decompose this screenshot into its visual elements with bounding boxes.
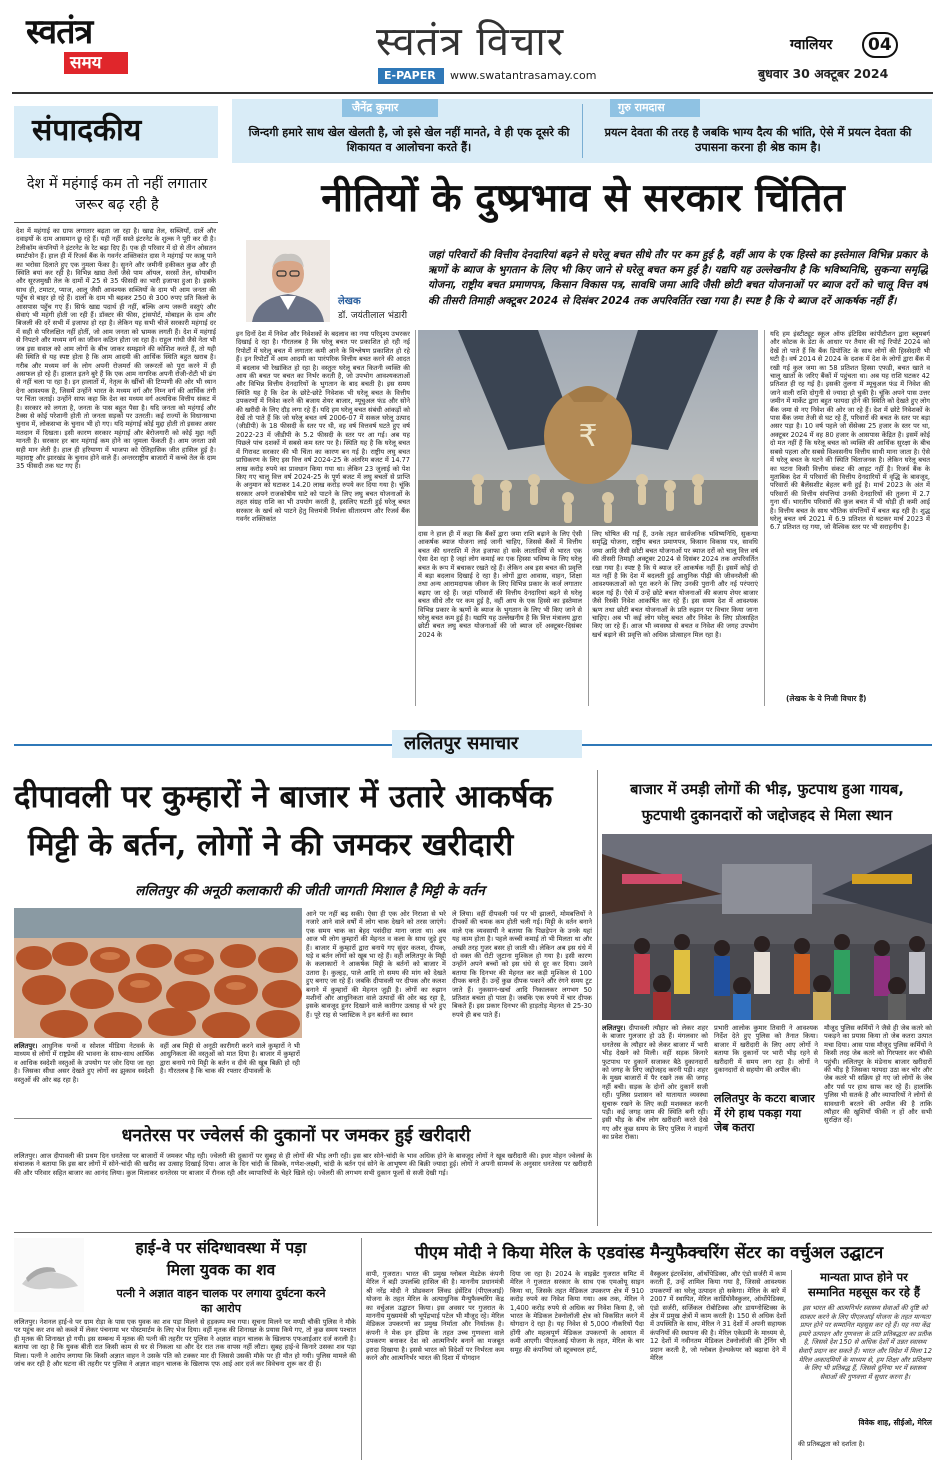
pottery-headline-1: दीपावली पर कुम्हारों ने बाजार में उतारे आकर्षक: [14, 779, 553, 815]
byline-author: डॉ. जयंतीलाल भंडारी: [338, 311, 408, 321]
crowd-headline-2: फुटपाथी दुकानदारों को जद्दोजहद से मिला स्थान: [641, 808, 893, 824]
lead-col-1: इन दिनों देश में निवेश और निवेशकों के बदलाव का नया परिदृश्य उभरकर दिखाई दे रहा है। गौरतलब है कि घरेलू बचत पर प्रकाशित हो रही नई रिपोर्टों में घरेलू बचत में लगातार कमी आने के विश्लेषण प्रकाशित हो रहे हैं। इन रिपोर्टों में आम आदमी का पारंपरिक वित्तीय बचत करने की आदत में बदलाव भी रेखांकित हो रहा है। वस्तुतः घरेलू बचत कितनी व्यक्ति की आय की बचत पर बचत का निर्भर करती है, जो उपभोग आवश्यकताओं और विभिन्न वित्तीय देनदारियों के भुगतान के बाद बचती है। इस समय स्थिति यह है कि देश के छोटे-छोटे निवेशक भी घरेलू बचत के वित्तीय उपकरणों में निवेश करने की बजाय शेयर बाजार, म्यूचुअल फंड और सोने की खरीदी के लिए दौड़ लगा रहे हैं। यदि हम घरेलू बचत संबंधी आंकड़ों को देखें तो पाते हैं कि जो घरेलू बचत वर्ष 2006-07 में सकल घरेलू उत्पाद (जीडीपी) के 18 फीसदी के स्तर पर थी, वह वर्ष वित्तवर्ष घटते हुए वर्ष 2022-23 में जीडीपी के 5.2 फीसदी के स्तर पर आ गई। अब यह पिछले पांच दशकों में सबसे कम स्तर पर है। स्थिति यह है कि घरेलू बचत में गिरावट सरकार की भी चिंता का कारण बन गई है। राष्ट्रीय लघु बचत प्राधिकरण के लिए इस वित्त वर्ष 2024-25 के अंतरिम बजट में 14.77 लाख करोड़ रुपये का प्रावधान किया गया था। लेकिन 23 जुलाई को पेश किए गए चालू वित्त वर्ष 2024-25 के पूर्ण बजट में लघु बचतों से प्राप्ति के अनुमान को घटाकर 14.20 लाख करोड़ रुपये कर दिया गया है। चूंकि सरकार अपने राजकोषीय घाटे को पाटने के लिए लघु बचत योजनाओं के तहत संग्रह राशि का भी उपयोग करती है, इसलिए घटती हुई घरेलू बचत सरकार के खर्च को पाटने हेतु वित्तमंत्री निर्मला सीतारमण और रिजर्व बैंक गवर्नर शक्तिकांत: [236, 330, 410, 523]
pottery-caption-body: आधुनिक यन्त्रों व सोशल मीडिया नेटवर्क के माध्यम से लोगों में राष्ट्रप्रेम की भावना के साथ-साथ आर्थिक व आधिक स्वदेशी वस्तुओं के उपयोग पर जोर दिया जा रहा है। जिसका सीधा असर देखते हुए लोगों का झुकाव स्वदेशी वस्तुओं की ओर बढ़ रहा है।: [14, 1042, 154, 1084]
editorial-body: देश में महंगाई का ग्राफ लगातार बढ़ता जा रहा है। खाद्य तेल, सब्जियाँ, दालें और दवाइयों के दाम आसमान छू रहे हैं। यही नहीं सस्ते इंटरनेट के शुल्क ने पूरी कर दी है। टेलीकॉम कंपनियों ने इंटरनेट के रेट बढ़ा दिए हैं। एक ही परिवार में दो से तीन ओसतन स्मार्टफोन हैं। हाल ही में रिजर्व बैंक के गवर्नर शक्तिकांत दास ने महंगाई पर काबू पाने का भरोसा दिलाते हुए एक नुमला फेंका है। सुनने और जमीनी हकीकत कुछ और ही स्थिति बयां कर रही है। विभिन्न खाद्य तेलों जैसे पाम ऑयल, सरसों तेल, सोयाबीन और सूरजमुखी तेल के दामों में 25 से 35 फीसदी का भारी इजाफा हुआ है। इसके साथ ही, टमाटर, प्याज, आलू जैसी आवश्यक सब्जियों के दाम भी आम जनता की पहुँच से बाहर हो रहे हैं। दालों के दाम भी बढ़कर 250 से 300 रुपए प्रति किलो के आसपास पहुँच गए हैं। सिर्फ खाद्य पदार्थ ही नहीं, बल्कि अन्य जरूरी वस्तुएं और सेवाएं भी महंगी होती जा रही हैं। डॉक्टर की फीस, ट्रांसपोर्ट, मोबाइल के दाम और बिजली की दरें सभी में इजाफा हो रहा है। लेकिन यह सभी चीजें सरकारी महंगाई दर में सही से परिलक्षित नहीं होतीं, जो आम जनता को भ्रामक लगती हैं। देश में महंगाई से निपटने और मध्यम वर्ग का जीवन कठिन होता जा रहा है। राहुल गांधी जैसे नेता भी जब इस सवाल को आम लोगों के बीच जाकर समझाने की कोशिश करते हैं, तो यही की स्थिति से यह स्पष्ट होता है कि आम आदमी की आर्थिक स्थिति बहुत खराब है। गरीब और मध्यम वर्ग के लोग अपनी रोजमर्रा की जरूरतों को पूरा करने में ही असफल हो रहे हैं। हालात इतने बुरे हैं कि एक आम नागरिक अपनी रोजी-रोटी भी ढंग से नहीं चला पा रहा है। इन हालातों में, नेतृत्व के खींचों की टिप्पणी की ओर भी ध्यान देना आवश्यक है, जिसमें उन्होंने भारत के मध्यम वर्ग और निम्न वर्ग की आर्थिक तंगी पर चिंता जताई। उन्होंने साफ कहा कि देश का मध्यम वर्ग अत्यधिक वित्तीय संकट में है। सरकार को लगता है, जनता के पास बहुत पैसा है। यदि जनता को महंगाई और टैक्स से कोई परेशानी होती तो जनता सड़कों पर उतरती। कई राज्यों के विधानसभा चुनाव में, लोकसभा के चुनाव भी हो गए। यदि महंगाई कोई मुद्दा होती तो इसका असर मतदान में दिखता। इसी कारण सरकार महंगाई और बेरोजगारी को कोई मुद्दा नहीं मानती है। सरकार हर बार महंगाई कम होने का जुमला फेंकती है। आम जनता उसे सही मान लेती है। हाल ही हरियाणा में भाजपा को ऐतिहासिक जीत हासिल हुई है। महाराष्ट्र और झारखंड के चुनाव होने वाले हैं। अन्तरराष्ट्रीय बाजारों में कच्चे तेल के दाम 35 फीसदी तक घट गए हैं।: [16, 227, 216, 471]
lead-author-note: (लेखक के ये निजी विचार हैं): [786, 694, 867, 703]
modi-headline: पीएम मोदी ने किया मेरिल के एडवांस्ड मैन्युफैक्चरिंग सेंटर का वर्चुअल उद्घाटन: [414, 1242, 884, 1262]
website-link[interactable]: www.swatantrasamay.com: [450, 69, 597, 82]
editorial-divider: [14, 222, 218, 223]
bottom-divider-2: [791, 1270, 792, 1460]
crowd-col-3: मौजूद पुलिस कर्मियों ने जैसे ही जेब कतरे को पकड़ने का प्रयास किया तो जेब कतरा उत्पात मचा दिया। आस पास मौजूद पुलिस कर्मियों ने किसी तरह जेब कतरे को गिरफ्तार कर चौकी पहुंची। ललितपुर के मंडेनाथ बाजार खरीदारों की भीड़ है जिसका फायदा उठा कर चोर और जेब कतरे भी सक्रिय हो गए जो लोगों के जेब और पर्स पर हाथ साफ कर रहे हैं। हालांकि पुलिस भी सतर्क है और व्यापारियों ने लोगों से सावधानी बरतने की अपील की है ताकि त्यौहार की खुशियाँ फीकी न हों और सभी सुरक्षित रहें।: [824, 1024, 932, 1125]
date-label: बुधवार 30 अक्टूबर 2024: [758, 66, 889, 81]
accident-subhead: पत्नी ने अज्ञात वाहन चालक पर लगाया दुर्घटना करने का आरोप: [116, 1287, 326, 1315]
crowd-col-1-body: दीपावली त्यौहार को लेकर शहर के बाजार गुलजार हो उठे हैं। मंगलवार को धनतेरस के त्यौहार को लेकर बाजार में भारी भीड़ देखने को मिली। वहीं सड़क किनारे फुटपाथ पर दुकानें सजाकर बैठे दुकानदारों को जगह के लिए जद्दोजहद करनी पड़ी। शहर के मुख्य बाजारों में पैर रखने तक की जगह नहीं बची। सड़क के दोनों ओर दुकानें सजी रहीं। पुलिस प्रशासन को यातायात व्यवस्था सुचारू रखने के लिए कड़ी मशक्कत करनी पड़ी। कई जगह जाम की स्थिति बनी रही। इसी भीड़ के बीच लोग खरीदारी करते देखे गए और कुछ समय के लिए पुलिस ने वाहनों का प्रवेश रोका।: [602, 1024, 708, 1142]
jewellery-headline: धनतेरस पर ज्वेलर्स की दुकानों पर जमकर हुई खरीदारी: [121, 1126, 471, 1146]
crowd-photo: [602, 834, 932, 1020]
sammaan-headline-1: मान्यता प्राप्त होने पर: [820, 1270, 908, 1284]
crowd-divider: [597, 770, 598, 1226]
pottery-col-b: ले लिया। वहीं दीपवली पर्व पर भी झालरों, मोमबत्तियों ने दीपकों की चमक कम होती चली गई। मिट्टी के वर्तन बनाने वाले एक व्यवसायी ने बताया कि पिछड़ेपन के उनके यहां यह काम होता है। पहले कच्ची कमाई तो भी मिलता था और अच्छी तरह गुजर बसर हो जाती थी। लेकिन अब इस धंधे में दो वक्त की रोटी जुटाना मुश्किल हो गया है। इसी कारण उन्होंने अपने बच्चों को इस धंधे से दूर कर दिया। उसने बताया कि दिनभर की मेहनत कर कड़ी मुश्किल से 100 दीपक बनते हैं। उन्हें कुछ दीपक पकाने और रंगने समय टूट जाते हैं। नुकसान-खर्चा आदि निकालकर लगभग 50 प्रतिशत बचता हो पाता है। जबकि एक रुपये में चार दीपक बिकते हैं। इस प्रकार दिनभर की हाड़तोड़ मेहनत से 25-30 रुपये ही बच पाते हैं।: [452, 910, 592, 1019]
pottery-col-a: आने पर नहीं बढ़ सकी। ऐसा ही एक ओर निराशा से भरे नजारे आने वाले वर्षों में लोग चाक देखने को तरस जाएंगे। एक समय चाक का बेहद पसंदीदा माना जाता था। अब आज भी लोग कुम्हारों की मेहनत व कला के साथ जुड़े हुए हैं। बाजार में कुम्हारों द्वारा बनाये गए सुंदर कलश, दीपक, घड़े व बर्तन लोगों को खूब भा रहे हैं। वहीं ललितपुर के मिट्टी के कलाकारों ने आकर्षक मिट्टी के बर्तनों को बाजार में उतारा है। कुल्हड़, पाले आदि तो समय की मांग को देखते हुए बनाए जा रहे हैं। जबकि दीपावली पर दीपक और कलश बनाने में कुम्हारों की मेहनत जुड़ी है। लोगों का रुझान मशीनों और आधुनिकता वाले उत्पादों की ओर बढ़ रहा है, इसके बावजूद हुनर दिखाने वाले कारीगर उत्साह से भरे हुए हैं। पूरे राह से प्लास्टिक ने इन बर्तनों का स्थान: [306, 910, 446, 1019]
lead-intro: जहां परिवारों की वित्तीय देनदारियां बढ़ने से घरेलू बचत सीधे तौर पर कम हुई है, वहीं आय के एक हिस्से का इस्तेमाल विभिन्न प्रकार के ऋणों के ब्याज के भुगतान के लिए भी किए जाने से घरेलू बचत कम हुई है। यद्यपि यह उल्लेखनीय है कि भविष्यनिधि, सुकन्या समृद्धि योजना, राष्ट्रीय बचत प्रमाणपत्र, किसान विकास पत्र, सावधि जमा आदि जैसी छोटी बचत योजनाओं पर ब्याज दरों को चालू वित्त वर्ष की तीसरी तिमाही अक्टूबर 2024 से दिसंबर 2024 तक अपरिवर्तित रखा गया है। स्पष्ट है कि ये ब्याज दरें आकर्षक नहीं हैं।: [428, 249, 928, 307]
quote-divider: [582, 104, 583, 158]
editorial-headline: देश में महंगाई कम तो नहीं लगातार जरूर बढ़ रही है: [26, 176, 208, 213]
page-title: स्वतंत्र विचार: [376, 19, 565, 65]
pottery-dateline: ललितपुर।: [14, 1042, 38, 1050]
svg-text:₹: ₹: [578, 419, 598, 454]
lead-col-2: दास ने हाल ही में कहा कि बैंकों द्वारा जमा राशि बढ़ाने के लिए ऐसी आकर्षक ब्याज योजना लाई जानी चाहिए, जिससे बैंकों में वित्तीय बचत की धनराशि में तेज इजाफा हो सके लातादियों से भारत एक ऐसा देश रहा है जहां लोग कमाई का एक हिस्सा भविष्य के लिए घरेलू बचत के रूप में बचाकर रखते रहे हैं। लेकिन अब इस बचत की प्रवृत्ति में बड़ा बदलाव दिखाई दे रहा है। लोगों द्वारा आवास, वाहन, शिक्षा तथा अन्य आरामदायक जीवन के लिए विभिन्न प्रकार के कर्ज लगातार बढ़ाए जा रहे हैं। जहां परिवारों की वित्तीय देनदारियां बढ़ने से घरेलू बचत सीधे तौर पर कम हुई है, वहीं आय के एक हिस्से का इस्तेमाल विभिन्न प्रकार के ऋणों के ब्याज के भुगतान के लिए भी किए जाने से घरेलू बचत कम हुई है। यद्यपि यह उल्लेखनीय है कि वित्त मंत्रालय द्वारा छोटी बचत लघु बचत योजनाओं की जो ब्याज दरें अक्टूबर-दिसंबर 2024 के: [418, 530, 582, 639]
masthead: [0, 0, 945, 92]
masthead-rule: [12, 92, 933, 94]
lead-col-3: लिए घोषित की गई हैं, उनके तहत सार्वजनिक भविष्यनिधि, सुकन्या समृद्धि योजना, राष्ट्रीय बचत प्रमाणपत्र, किसान विकास पत्र, सावधि जमा आदि जैसी छोटी बचत योजनाओं पर ब्याज दरों को चालू वित्त वर्ष की तीसरी तिमाही अक्टूबर 2024 से दिसंबर 2024 तक अपरिवर्तित रखा गया है। स्पष्ट है कि ये ब्याज दरें आकर्षक नहीं हैं। इसमें कोई दो मत नहीं है कि देश में बदलती हुई आधुनिक पीढ़ी की जीवनशैली की आवश्यकताओं को पूरा करने के लिए उनकी पुरानी और नई परंपराएं बदल गई हैं। ऐसे में उन्हें छोटे बचत योजनाओं की बजाय शेयर बाजार जैसे रिस्की निवेश आकर्षित कर रहे हैं। इस समय देश में आवश्यक ऋण तथा छोटी बचत योजनाओं के प्रति रुझान पर विचार किया जाना चाहिए। अब भी कई लोग घरेलू बचत और निवेश के लिए प्रोत्साहित किए जा रहे हैं। आज भी व्यवस्था से बचत व निवेश की जगह उपभोग खर्च बढ़ाने की प्रवृत्ति को अधिक प्रोत्साहन मिल रहा है।: [592, 530, 758, 639]
crowd-col-2-tail: [714, 1160, 818, 1226]
pottery-subhead: ललितपुर की अनूठी कलाकारी की जीती जागती मिशाल है मिट्टी के वर्तन: [135, 883, 485, 899]
modi-col-1: वापी, गुजरात। भारत की प्रमुख ग्लोबल मेडटेक कंपनी मेरिल ने बड़ी उपलब्धि हासिल की है। माननीय प्रधानमंत्री श्री नरेंद्र मोदी ने प्रोडक्शन लिंक्ड इंसेंटिव (पीएलआई) योजना के तहत मेरिल के अत्याधुनिक मैन्युफैक्चरिंग केंद्र का वर्चुअल उद्घाटन किया। इस अवसर पर गुजरात के माननीय मुख्यमंत्री श्री भूपेंद्रभाई पटेल भी मौजूद रहे। मेरिल मेडिकल उपकरणों का प्रमुख निर्माता और निर्यातक है। कंपनी ने मेक इन इंडिया के तहत उच्च गुणवत्ता वाले उपकरण बनाकर देश को आत्मनिर्भर बनाने का मजबूत इरादा दिखाया है। इससे भारत को विदेशों पर निर्भरता कम करने और आत्मनिर्भर भारत की दिशा में योगदान: [366, 1270, 504, 1363]
jewellery-rule: [14, 1118, 592, 1119]
crowd-dateline: ललितपुर।: [602, 1024, 626, 1032]
logo-top: स्वतंत्र: [26, 12, 93, 52]
section-rule-left: [14, 744, 392, 746]
byline-label: लेखक: [338, 296, 361, 307]
sammaan-signoff: विवेक शाह, सीईओ, मेरिल: [858, 1418, 932, 1427]
crowd-subhead: ललितपुर के कटरा बाजार में रंगे हाथ पकड़ा गया जेब कतरा: [714, 1092, 815, 1134]
accident-headline-1: हाई-वे पर संदिग्धावस्था में पड़ा: [135, 1239, 307, 1257]
sammaan-tail: की प्रतिबद्धता को दर्शाता है।: [798, 1440, 865, 1448]
sammaan-headline-2: सम्मानित महसूस कर रहे हैं: [808, 1285, 920, 1299]
section-rule-right: [582, 744, 932, 746]
lead-col-4: यदि हम इंस्टीट्यूट स्कूल ऑफ इंटिग्रिस कांपीटीशन द्वारा ब्लूमबर्ग और कोटक के डेटा के आधार पर तैयार की गई रिपोर्ट 2024 को देखें तो पाते हैं कि बैंक डिपॉजिट के साथ लोगों की हिस्सेदारी भी घटी है। वर्ष 2014 से 2024 के दशक में देश के लोगों द्वारा बैंक में रखी गई कुल जमा का 58 प्रतिशत हिस्सा एफडी, बचत खाते व चालू खातों के जरिए बैंकों में पहुंचता था। अब यह राशि घटकर 42 प्रतिशत ही रह गई है। इसकी तुलना में म्यूचुअल फंड में निवेश की जाने वाली राशि दोगुनी से ज्यादा हो चुकी है। चूंकि अपने पास उत्तर जमीन में मार्केट द्वारा बहुत फायदा होने की स्थिति को देखते हुए लोग बैंक जमा से नए निवेश की ओर जा रहे हैं। देश में छोटे निवेशकों के पास बैंक जमा तेजी से घट रहे हैं, परिवारों की बचत के स्तर पर बड़ा असर पड़ा है। 10 वर्ष पहले जो सेंसेक्स 25 हजार के स्तर पर था, अक्टूबर 2024 में वह 80 हजार के आसपास केंद्रित है। इसमें कोई दो मत नहीं हैं कि घरेलू बचत को व्यक्ति की आर्थिक सुरक्षा के बीच सबसे पहला और सबसे विश्वसनीय वित्तीय साथी माना जाता है। ऐसे में घरेलू बचत के घटने की स्थिति चिंताजनक है। लेकिन घरेलू बचत का घटना किसी वित्तीय संकट की आहट नहीं है। रिजर्व बैंक के मुताबिक देश में परिवारों की वित्तीय देनदारियों में वृद्धि के बावजूद, परिवारों की बैलेंसशीट बेहतर बनी हुई है। मार्च 2023 के अंत में परिवारों की वित्तीय संपत्तियां उनकी देनदारियों की तुलना में 2.7 गुना थीं। भारतीय परिवारों की कुल बचत में भी थोड़ी ही कमी आई है। वित्तीय बचत के साथ भौतिक संपत्तियों में बचत बढ़ रही है। शुद्ध घरेलू बचत वर्ष 2021 में 6.9 प्रतिशत से घटकर मार्च 2023 में 6.7 प्रतिशत रह गया, जो वैश्विक स्तर पर भी सराहनीय है।: [770, 330, 930, 532]
modi-col-2: दिया जा रहा है। 2024 के वाइब्रेंट गुजरात समिट में मेरिल ने गुजरात सरकार के साथ एक एमओयू साइन किया था, जिसके तहत मेडिकल उपकरण क्षेत्र में 910 करोड़ रुपये का निवेश किया गया। अब तक, मेरिल ने 1,400 करोड़ रुपये से अधिक का निवेश किया है, जो भारत के मेडिकल टेक्नोलॉजी क्षेत्र को विकसित करने में योगदान दे रहा है। यह निवेश से 5,000 नौकरियों पैदा होंगी और महत्वपूर्ण मेडिकल उपकरणों के आयात में कमी आएगी। पीएलआई योजना के तहत, मेरिल के चार समूह की कंपनियां जो स्टूक्चरल हार्ट,: [510, 1270, 644, 1354]
pottery-photo: [14, 908, 302, 1038]
logo-bottom: समय: [70, 53, 102, 73]
pottery-headline-2: मिट्टी के बर्तन, लोगों ने की जमकर खरीदारी: [28, 827, 514, 863]
page-number: 04: [868, 35, 892, 55]
crowd-col-2: प्रभारी आलोक कुमार तिवारी ने आवश्यक निर्देश देते हुए पुलिस को तैनात किया। बाजार में खरीदारी के लिए आए लोगों ने बताया कि दुकानों पर भारी भीड़ रहने से खरीदारी में समय लग रहा है। लोगों ने दुकानदारों से सहयोग की अपील की।: [714, 1024, 818, 1075]
bottom-rule: [14, 1232, 932, 1233]
bottom-divider-1: [361, 1238, 362, 1460]
quote-text-2: प्रयत्न देवता की तरह है जबकि भाग्य दैत्य की भांति, ऐसे में प्रयत्न देवता की उपासना करना ही श्रेष्ठ काम है।: [604, 126, 912, 154]
pottery-caption-left: [14, 1042, 154, 1114]
epaper-label: E-PAPER: [384, 69, 436, 82]
author-photo: [246, 240, 330, 322]
accident-photo: [14, 1238, 84, 1312]
sammaan-quote: इस भारत की आत्मनिर्भर स्वास्थ्य सेवाओं की दृष्टि को साकार करने के लिए पीएलआई योजना के तहत मान्यता प्राप्त होने पर सम्मानित महसूस कर रहे हैं। यह नया केंद्र हमारे उत्पादन और गुणवत्ता के प्रति प्रतिबद्धता का प्रतीक है, जिससे देश 150 से अधिक देशों में उन्नत स्वास्थ्य सेवाएँ प्रदान कर सकते हैं। भारत और विदेश में मिला 12 मेरिल अकादमियों के माध्यम से, हम शिक्षा और प्रशिक्षण के लिए भी प्रतिबद्ध हैं, जिससे दुनिया भर में स्वास्थ्य सेवाओं की गुणवत्ता में सुधार करना है।: [798, 1304, 932, 1381]
editorial-column: [14, 100, 218, 712]
modi-col-3: वैस्कुलर इंटरवेंशंस, ऑर्थोपेडिक्स, और एंडो सर्जरी में काम करती हैं, उन्हें शामिल किया गया है, जिससे आवश्यक उपकरणों का घरेलू उत्पादन हो सकेगा। मेरिल के बारे में 2007 में स्थापित, मेरिल कार्डियोवैस्कुलर, ऑर्थोपेडिक्स, एंडो सर्जरी, सर्जिकल रोबोटिक्स और डायग्नोस्टिक्स के क्षेत्र में प्रमुख क्षेत्रों में काम करती है। 150 से अधिक देशों में उपस्थिति के साथ, मेरिल ने 31 देशों में अपनी सहायक कंपनियों की स्थापना की है। मेरिल एकेडमी के माध्यम से, 12 देशों में नवीनतम मेडिकल टेक्नोलॉजी की ट्रेनिंग भी प्रदान करती है, जो ग्लोबल हेल्थकेयर को बढ़ावा देने में मेरिल: [650, 1270, 786, 1363]
lead-headline: नीतियों के दुष्प्रभाव से सरकार चिंतित: [321, 175, 845, 221]
accident-headline-2: मिला युवक का शव: [166, 1261, 276, 1279]
crowd-col-1: [602, 1024, 708, 1226]
editorial-label: संपादकीय: [32, 113, 142, 148]
pottery-caption-right: वहीं अब मिट्टी से अनूठी कारीगरी करने वाले कुम्हारों ने भी आधुनिकता की वस्तुओं को मात दिया है। बाजार में कुम्हारों द्वारा बनाये गये मिट्टी के बर्तन व दीये की खूब बिक्री हो रही है। गौरतलब है कि चाक की रफ्तार दीपावली के: [160, 1042, 300, 1076]
section-label: ललितपुर समाचार: [404, 733, 519, 754]
quote-author-2: गुरु रामदास: [618, 101, 665, 114]
lead-col-divider-1: [415, 330, 416, 706]
accident-body: ललितपुर। नेशनल हाई-वे पर ग्राम रोड़ा के पास एक युवक का शव पड़ा मिलने से हड़कम्प मच गया। सूचना मिलने पर मण्डी चौकी पुलिस ने मौके पर पहुंच कर शव को कब्जे में लेकर पंचनामा भर पोस्टमार्टम के लिए भेज दिया। वहीं मृतक की शिनाख्त के प्रयास किये गए, तो कुछ समय पश्चात ही मृतक की शिनाख्त हो गयी। इस सम्बन्ध में मृतक की पत्नी की तहरीर पर पुलिस ने अज्ञात वाहन चालक के खिलाफ एफआईआर दर्ज करली है। बताया जा रहा है कि युवक बीती रात किसी काम से घर से निकला था और देर रात तक वापस नहीं लौटा। सुबह हाई-वे किनारे उसका शव पड़ा मिला। पत्नी ने आरोप लगाया कि किसी अज्ञात वाहन ने उसके पति को टक्कर मार दी जिससे उसकी मौके पर ही मौत हो गयी। पुलिस मामले की जांच कर रही है और घटना की तहरीर पर पुलिस ने अज्ञात वाहन चालक के खिलाफ एफ आई आर दर्ज कर विवेचना शुरू कर दी है।: [14, 1318, 356, 1369]
lead-col-divider-3: [764, 330, 765, 706]
crowd-headline-1: बाजार में उमड़ी लोगों की भीड़, फुटपाथ हुआ गायब,: [630, 782, 904, 798]
jewellery-body: ललितपुर। आज दीपावली की प्रथम दिन धनतेरस पर बाजारों में जमकर भीड़ रही। ज्वेलरी की दुकानों पर सुबह से ही लोगों की भीड़ लगी रही। इस बार सोने-चांदी के भाव अधिक होने के बावजूद लोगों ने खूब खरीदारी की। इधर मोहन ज्वेलर्स के संचालक ने बताया कि इस बार लोगों में सोने-चांदी की खरीद का उत्साह दिखाई दिया। आज के दिन चांदी के सिक्के, गणेश-लक्ष्मी, चांदी के बर्तन एवं सोने के आभूषण की बिक्री ज्यादा हुई। लोगों ने अपनी सामर्थ्य के अनुसार धनतेरस पर खरीदारी की और परिवार सहित बाजार का आनंद लिया। कुल मिलाकर धनतेरस पर बाजार में रौनक रही और व्यापारियों के चेहरे खिले रहे। ज्वेलरी की लगभग सभी दुकान फूलों से सजी देखी गई।: [14, 1152, 592, 1177]
city-label: ग्वालियर: [790, 37, 833, 53]
lead-photo-money-bag: [418, 330, 758, 526]
lead-col-divider-2: [588, 530, 589, 706]
quote-text-1: जिन्दगी हमारे साथ खेल खेलती है, जो इसे खेल नहीं मानते, वे ही एक दूसरे की शिकायत व आलोचना करते हैं।: [248, 126, 570, 154]
quote-author-1: जैनेंद्र कुमार: [352, 101, 399, 114]
